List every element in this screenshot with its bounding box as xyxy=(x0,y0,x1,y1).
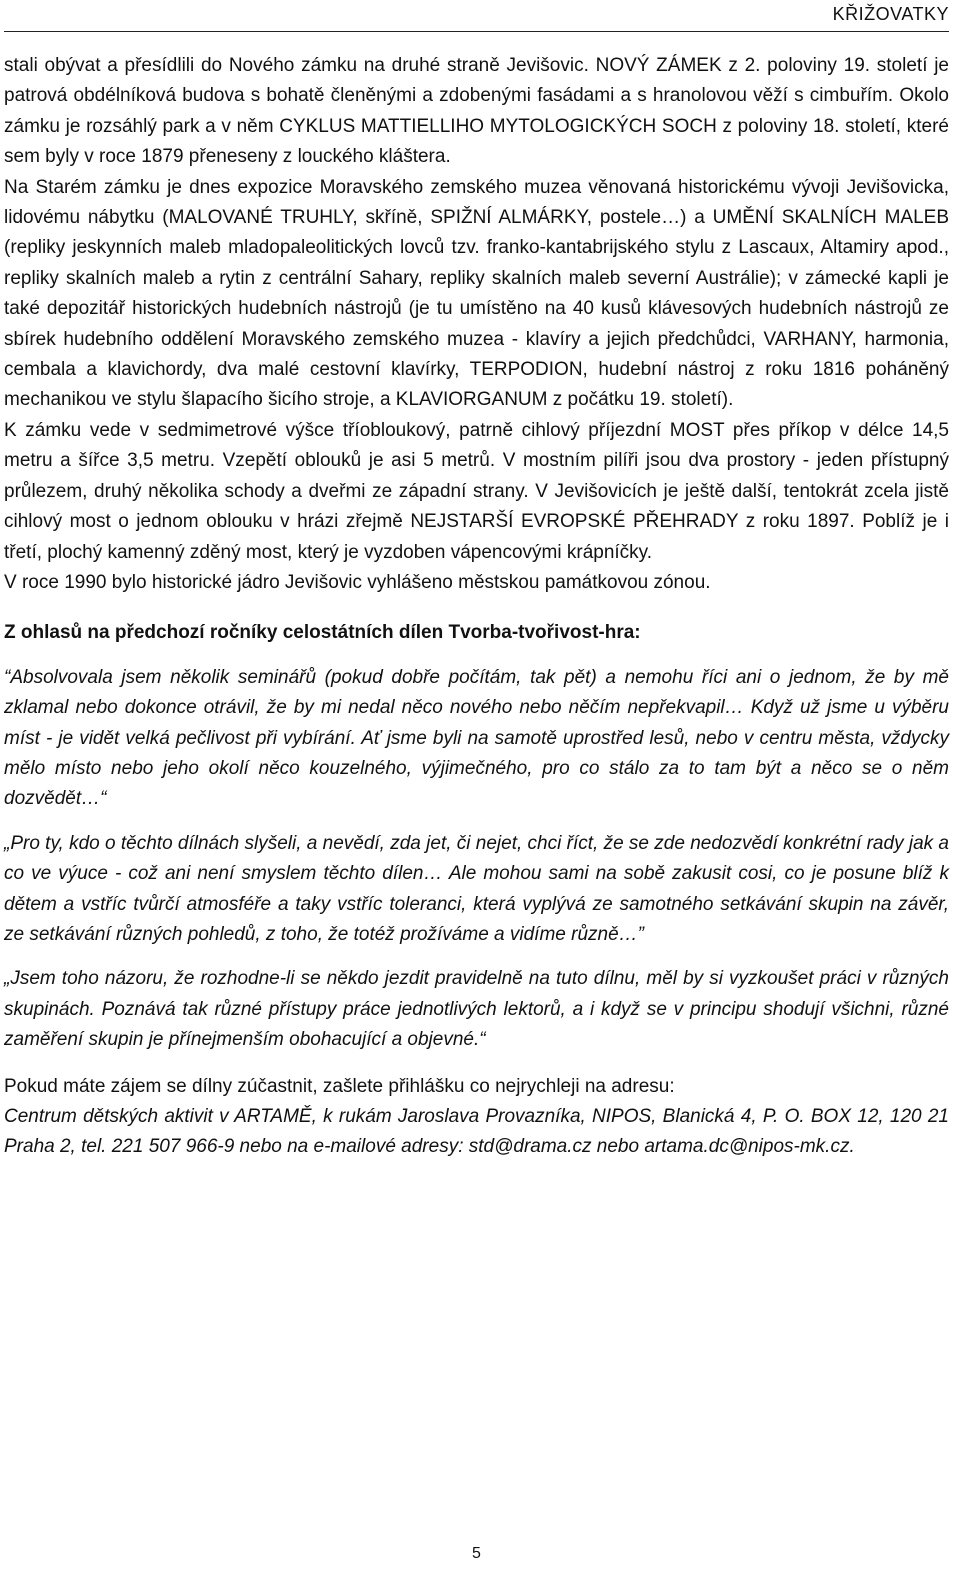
page-number: 5 xyxy=(472,1545,481,1562)
paragraph-bridge: K zámku vede v sedmimetrové výšce tříobloukový, patrně cihlový příjezdní MOST přes příkop v délce 14,5 metru a šířce 3,5 metru. Vzepětí oblouků je asi 5 metrů. V mostním pilíři jsou dva prostory - jeden přístupný průlezem, druhý několika schody a dveřmi ze západní strany. V Jevišovicích je ještě další, tentokrát zcela jistě cihlový most o jednom oblouku v hrázi zřejmě NEJSTARŠÍ EVROPSKÉ PŘEHRADY z roku 1897. Poblíž je i třetí, plochý kamenný zděný most, který je vyzdoben vápencovými krápníčky. xyxy=(4,419,949,563)
feedback-quote-2: „Pro ty, kdo o těchto dílnách slyšeli, a nevědí, zda jet, či nejet, chci říct, že se zde nedozvědí konkrétní rady jak a co ve výuce - což ani není smyslem těchto dílen… Ale mohou sami na sobě zakusit cosi, co je posune blíž k dětem a vstříc tvůrčí atmosféře a taky vstříc toleranci, která vyplývá ze samotného setkávání skupin na závěr, ze setkávání různých pohledů, z toho, že totéž prožíváme a vidíme různě…” xyxy=(4,832,949,945)
contact-intro: Pokud máte zájem se dílny zúčastnit, zašlete přihlášku co nejrychleji na adresu: xyxy=(4,1075,675,1097)
paragraph-new-castle: stali obývat a přesídlili do Nového zámku na druhé straně Jevišovic. NOVÝ ZÁMEK z 2. poloviny 19. století je patrová obdélníková budova s bohatě členěnými a zdobenými fasádami a s hranolovou věží s cimbuřím. Okolo zámku je rozsáhlý park a v něm CYKLUS MATTIELLIHO MYTOLOGICKÝCH SOCH z poloviny 18. století, které sem byly v roce 1879 přeneseny z louckého kláštera. xyxy=(4,55,949,168)
spacer xyxy=(4,950,949,964)
article-body xyxy=(4,51,949,1163)
feedback-heading: Z ohlasů na předchozí ročníky celostátních dílen Tvorba-tvořivost-hra: xyxy=(4,622,641,644)
paragraph-heritage-zone: V roce 1990 bylo historické jádro Jevišovic vyhlášeno městskou památkovou zónou. xyxy=(4,571,711,593)
spacer xyxy=(4,649,949,663)
spacer xyxy=(4,1056,949,1072)
feedback-quote-3: „Jsem toho názoru, že rozhodne-li se někdo jezdit pravidelně na tuto dílnu, měl by si vyzkoušet práci v různých skupinách. Poznává tak různé přístupy práce jednotlivých lektorů, a i když se v principu shodují všichni, různé zaměření skupin je přínejmenším obohacující a objevné.“ xyxy=(4,968,949,1051)
header-rule xyxy=(4,31,949,32)
feedback-quote-1: “Absolvovala jsem několik seminářů (pokud dobře počítám, tak pět) a nemohu říci ani o jednom, že by mě zklamal nebo dokonce otrávil, že by mi nedal něco nového nebo něčím nepřekvapil… Když už jsme u výběru míst - je vidět velká pečlivost při vybírání. Ať jsme byli na samotě uprostřed lesů, nebo v centru města, vždycky mělo místo nebo jeho okolí něco kouzelného, výjimečného, pro co stálo za to tam být a něco se o něm dozvědět…“ xyxy=(4,666,949,810)
running-header: KŘIŽOVATKY xyxy=(832,4,949,24)
paragraph-old-castle-exhibition: Na Starém zámku je dnes expozice Moravského zemského muzea věnovaná historickému vývoji Jevišovicka, lidovému nábytku (MALOVANÉ TRUHLY, skříně, SPIŽNÍ ALMÁRKY, postele…) a UMĚNÍ SKALNÍCH MALEB (repliky jeskynních maleb mladopaleolitických lovců tzv. franko-kantabrijského stylu z Lascaux, Altamiry apod., repliky skalních maleb a rytin z centrální Sahary, repliky skalních maleb severní Austrálie); v zámecké kapli je také depozitář historických hudebních nástrojů (je tu umístěno na 40 kusů klávesových hudebních nástrojů ze sbírek hudebního oddělení Moravského zemského muzea - klavíry a jejich předchůdci, VARHANY, harmonia, cembala a klavichordy, dva malé cestovní klavírky, TERPODION, hudební nástroj z roku 1816 poháněný mechanikou ve stylu šlapacího šicího stroje, a KLAVIORGANUM z počátku 19. století). xyxy=(4,176,949,411)
spacer xyxy=(4,815,949,829)
contact-address: Centrum dětských aktivit v ARTAMĚ, k rukám Jaroslava Provazníka, NIPOS, Blanická 4, P. O. BOX 12, 120 21 Praha 2, tel. 221 507 966-9 nebo na e-mailové adresy: std@drama.cz nebo artama.dc@nipos-mk.cz. xyxy=(4,1106,949,1158)
spacer xyxy=(4,598,949,618)
document-page xyxy=(4,0,949,1585)
